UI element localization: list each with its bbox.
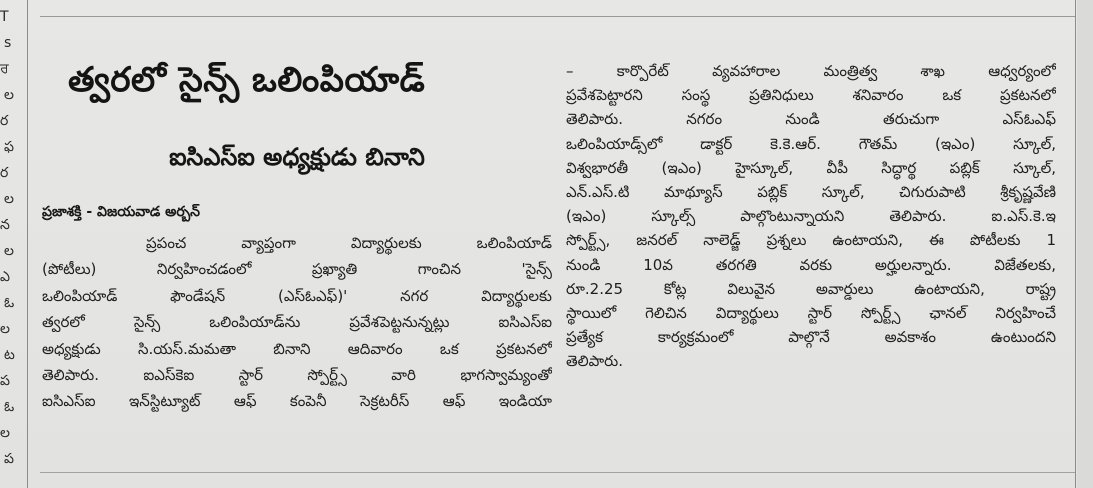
- edge-fragment: s: [4, 35, 12, 51]
- column-divider-left: [27, 0, 28, 488]
- edge-fragment: ల: [4, 243, 14, 259]
- body-line: (పోటీలు) నిర్వహించడంలో ప్రఖ్యాతి గాంచిన 'సైన్స్: [42, 260, 552, 279]
- edge-fragment: ఎ: [0, 269, 10, 285]
- edge-fragment: ఫ: [4, 139, 14, 155]
- body-line: తెలిపారు. ఐఎస్‌కెఐ స్టార్ స్పోర్ట్స్ వారి భాగస్వామ్యంతో: [42, 365, 552, 384]
- edge-fragment: ప: [4, 451, 14, 467]
- body-line: తెలిపారు.: [566, 352, 623, 371]
- edge-fragment: ల: [4, 87, 14, 103]
- edge-fragment: ప: [0, 373, 10, 389]
- column-divider-right: [1075, 0, 1076, 488]
- body-line: నుండి 10వ తరగతి వరకు అర్హులన్నారు. విజేతలకు,: [566, 255, 1056, 274]
- bottom-rule: [40, 472, 1075, 473]
- body-line: అధ్యక్షుడు సి.యస్.మమతా బినాని ఆదివారం ఒక ప్రకటనలో: [42, 339, 552, 358]
- body-line: ఒలింపియాడ్ ఫౌండేషన్ (ఎస్ఓఎఫ్)' నగర విద్యార్థులకు: [42, 286, 552, 305]
- top-rule: [40, 16, 1075, 17]
- edge-fragment: ఓ: [4, 399, 15, 415]
- body-line: ఎన్.ఎస్.టి మాథ్యూస్ పబ్లిక్ స్కూల్, చిగురుపాటి శ్రీకృష్ణవేణి: [566, 182, 1056, 201]
- body-line: తెలిపారు. నగరం నుండి తరుచుగా ఎస్ఓఎఫ్: [566, 110, 1056, 129]
- body-line: ఐసిఎస్ఐ ఇన్‌స్టిట్యూట్ ఆఫ్ కంపెనీ సెక్రటరీస్ ఆఫ్ ఇండియా: [42, 392, 552, 411]
- edge-fragment: ఓ: [4, 295, 15, 311]
- edge-fragment: ట: [4, 347, 15, 363]
- article-byline: ప్రజాశక్తి - విజయవాడ అర్బన్: [42, 204, 200, 220]
- edge-fragment: ਰ: [0, 61, 9, 77]
- body-line: ఒలింపియాడ్స్‌లో డాక్టర్ కె.కె.ఆర్. గౌతమ్ (ఇఎం) స్కూల్,: [566, 134, 1056, 153]
- body-line: విశ్వభారతీ (ఇఎం) హైస్కూల్, వీపీ సిద్ధార్థ పబ్లిక్ స్కూల్,: [566, 158, 1056, 177]
- edge-fragment: ర: [0, 113, 9, 129]
- article-body-right-column: [566, 59, 1056, 373]
- body-line: స్థాయిలో గెలిచిన విద్యార్థులు స్టార్ స్పోర్ట్స్ ఛానల్ నిర్వహించే: [566, 303, 1056, 322]
- body-line: స్పోర్ట్స్, జనరల్ నాలెడ్జ్ ప్రశ్నలు ఉంటాయని, ఈ పోటీలకు 1: [566, 231, 1056, 250]
- body-line: – కార్పొరేట్ వ్యవహారాల మంత్రిత్వ శాఖ ఆధ్వర్యంలో: [566, 62, 1056, 80]
- edge-fragment: ల: [0, 321, 10, 337]
- body-line: (ఇఎం) స్కూల్స్ పాల్గొంటున్నాయని తెలిపారు. ఐ.ఎస్.కె.ఇ: [566, 207, 1056, 226]
- article-headline: త్వరలో సైన్స్ ఒలింపియాడ్: [68, 60, 426, 100]
- adjacent-page-edge: [1077, 0, 1093, 488]
- article-body-left-column: [42, 230, 552, 415]
- body-line: ప్రత్యేక కార్యక్రమంలో పాల్గొనే అవకాశం ఉంటుందని: [566, 328, 1056, 347]
- body-line: ప్రపంచ వ్యాప్తంగా విద్యార్థులకు ఒలింపియాడ్: [146, 234, 552, 252]
- edge-fragment: ల: [0, 425, 10, 441]
- article-subheadline: ఐసిఎస్ఐ అధ్యక్షుడు బినాని: [169, 143, 425, 171]
- edge-fragment: న: [0, 217, 10, 233]
- body-line: ప్రవేశపెట్టారని సంస్థ ప్రతినిధులు శనివారం ఒక ప్రకటనలో: [566, 86, 1056, 105]
- edge-fragment: T: [0, 9, 9, 25]
- adjacent-column-edge: [0, 0, 26, 488]
- body-line: త్వరలో సైన్స్ ఒలింపియాడ్‌ను ప్రవేశపెట్టనున్నట్లు ఐసిఎస్ఐ: [42, 313, 552, 332]
- body-line: రూ.2.25 కోట్ల విలువైన అవార్డులు ఉంటాయని, రాష్ట్ర: [566, 279, 1056, 298]
- edge-fragment: ర: [0, 165, 9, 181]
- edge-fragment: ల: [4, 191, 14, 207]
